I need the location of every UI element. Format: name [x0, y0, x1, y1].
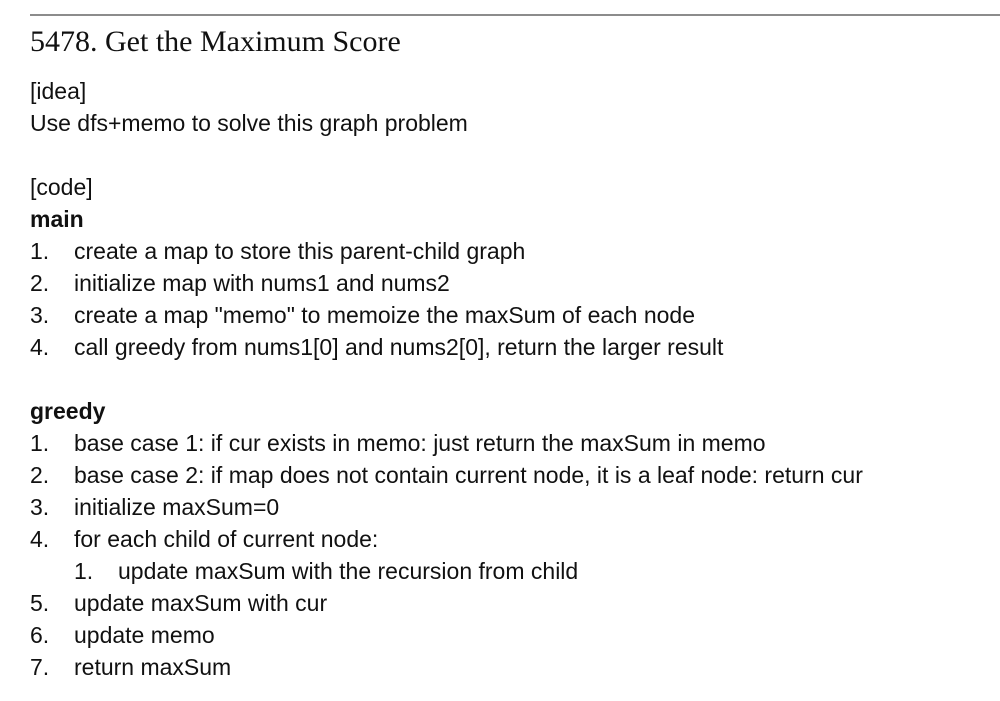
code-label: [code] [30, 174, 93, 200]
step-text: base case 2: if map does not contain current node, it is a leaf node: return cur [74, 462, 863, 488]
step-text: base case 1: if cur exists in memo: just return the maxSum in memo [74, 430, 766, 456]
step-number: 1. [74, 558, 94, 584]
greedy-step [30, 652, 231, 682]
step-number: 3. [30, 302, 50, 328]
step-text: for each child of current node: [74, 526, 379, 552]
step-number: 5. [30, 590, 50, 616]
main-step [30, 268, 450, 298]
main-step [30, 300, 695, 330]
greedy-step [30, 588, 327, 618]
greedy-step [30, 492, 279, 522]
step-text: create a map "memo" to memoize the maxSum of each node [74, 302, 696, 328]
step-number: 7. [30, 654, 50, 680]
step-text: update memo [74, 622, 215, 648]
step-text: return maxSum [74, 654, 232, 680]
greedy-heading: greedy [30, 398, 106, 424]
step-text: create a map to store this parent-child graph [74, 238, 526, 264]
step-number: 6. [30, 622, 50, 648]
page-title: 5478. Get the Maximum Score [30, 25, 401, 58]
main-heading: main [30, 206, 84, 232]
greedy-step [30, 460, 863, 490]
step-number: 3. [30, 494, 50, 520]
greedy-step [30, 524, 378, 554]
main-step [30, 332, 723, 362]
step-number: 1. [30, 430, 50, 456]
step-number: 4. [30, 526, 50, 552]
step-text: initialize map with nums1 and nums2 [74, 270, 450, 296]
step-text: update maxSum with the recursion from child [118, 558, 579, 584]
top-divider [30, 14, 1000, 16]
step-text: call greedy from nums1[0] and nums2[0], return the larger result [74, 334, 724, 360]
step-number: 1. [30, 238, 50, 264]
step-text: update maxSum with cur [74, 590, 328, 616]
idea-text: Use dfs+memo to solve this graph problem [30, 110, 468, 136]
step-number: 4. [30, 334, 50, 360]
step-text: initialize maxSum=0 [74, 494, 280, 520]
idea-label: [idea] [30, 78, 87, 104]
step-number: 2. [30, 270, 50, 296]
greedy-step [30, 428, 766, 458]
step-number: 2. [30, 462, 50, 488]
main-step [30, 236, 525, 266]
greedy-step [30, 620, 215, 650]
greedy-substep [74, 556, 578, 586]
